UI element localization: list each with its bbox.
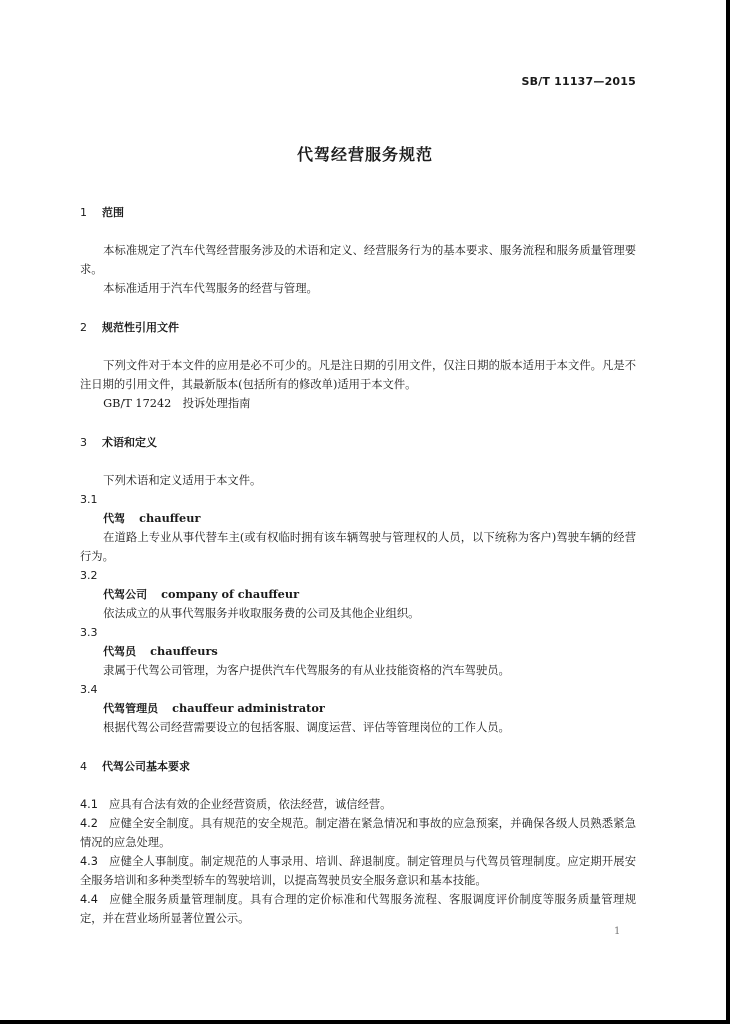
requirement-item	[80, 795, 636, 814]
requirement-number: 4.3	[80, 855, 98, 868]
term-definition: 依法成立的从事代驾服务并收取服务费的公司及其他企业组织。	[103, 607, 420, 620]
requirement-text: 应具有合法有效的企业经营资质，依法经营，诚信经营。	[109, 798, 392, 811]
term-definition: 在道路上专业从事代替车主(或有权临时拥有该车辆驾驶与管理权的人员，以下统称为客户)驾驶车辆的经营行为。	[80, 531, 636, 563]
section-number: 2	[80, 321, 87, 334]
term-name-en: chauffeur administrator	[172, 701, 325, 715]
term-name-zh: 代驾管理员	[103, 702, 159, 715]
requirement-text: 应健全安全制度。具有规范的安全规范。制定潜在紧急情况和事故的应急预案，并确保各级人员熟悉紧急情况的应急处理。	[80, 817, 636, 849]
section-4-heading	[80, 757, 636, 776]
term-number: 3.4	[80, 683, 98, 696]
requirement-number: 4.4	[80, 893, 98, 906]
term-name-zh: 代驾员	[103, 645, 137, 658]
term-name-en: chauffeur	[139, 511, 201, 525]
requirement-number: 4.2	[80, 817, 98, 830]
section-1-paragraph-2: 本标准适用于汽车代驾服务的经营与管理。	[103, 282, 318, 295]
term-entry	[80, 490, 636, 566]
term-entry	[80, 566, 636, 623]
requirement-item	[80, 852, 636, 890]
term-number: 3.3	[80, 626, 98, 639]
section-1-heading	[80, 203, 636, 222]
document-body	[80, 203, 636, 928]
page-number: 1	[614, 926, 621, 937]
requirement-text: 应健全服务质量管理制度。具有合理的定价标准和代驾服务流程、客服调度评价制度等服务质量管理规定，并在营业场所显著位置公示。	[80, 893, 636, 925]
term-name-en: chauffeurs	[150, 644, 218, 658]
section-title: 代驾公司基本要求	[102, 760, 190, 773]
term-definition: 根据代驾公司经营需要设立的包括客服、调度运营、评估等管理岗位的工作人员。	[103, 721, 510, 734]
term-entry	[80, 680, 636, 737]
section-3-heading	[80, 433, 636, 452]
term-number: 3.1	[80, 493, 98, 506]
section-number: 1	[80, 206, 87, 219]
normative-reference: GB/T 17242 投诉处理指南	[103, 397, 251, 410]
term-number: 3.2	[80, 569, 98, 582]
term-definition: 隶属于代驾公司管理，为客户提供汽车代驾服务的有从业技能资格的汽车驾驶员。	[103, 664, 510, 677]
term-name-zh: 代驾公司	[103, 588, 148, 601]
requirement-item	[80, 890, 636, 928]
section-2-heading	[80, 318, 636, 337]
section-title: 规范性引用文件	[102, 321, 179, 334]
section-title: 术语和定义	[102, 436, 157, 449]
standard-code: SB/T 11137—2015	[521, 75, 636, 88]
section-number: 4	[80, 760, 87, 773]
bottom-border-line	[0, 1020, 730, 1024]
section-3-intro: 下列术语和定义适用于本文件。	[103, 474, 262, 487]
section-number: 3	[80, 436, 87, 449]
section-title: 范围	[102, 206, 124, 219]
requirement-number: 4.1	[80, 798, 98, 811]
requirement-text: 应健全人事制度。制定规范的人事录用、培训、辞退制度。制定管理员与代驾员管理制度。应定期开展安全服务培训和多种类型轿车的驾驶培训，以提高驾驶员安全服务意识和基本技能。	[80, 855, 636, 887]
term-name-zh: 代驾	[103, 512, 126, 525]
section-1-paragraph-1: 本标准规定了汽车代驾经营服务涉及的术语和定义、经营服务行为的基本要求、服务流程和服务质量管理要求。	[80, 244, 636, 276]
document-title: 代驾经营服务规范	[296, 145, 433, 164]
term-name-en: company of chauffeur	[161, 587, 300, 601]
term-entry	[80, 623, 636, 680]
requirement-item	[80, 814, 636, 852]
section-2-paragraph-1: 下列文件对于本文件的应用是必不可少的。凡是注日期的引用文件，仅注日期的版本适用于本文件。凡是不注日期的引用文件，其最新版本(包括所有的修改单)适用于本文件。	[80, 359, 636, 391]
